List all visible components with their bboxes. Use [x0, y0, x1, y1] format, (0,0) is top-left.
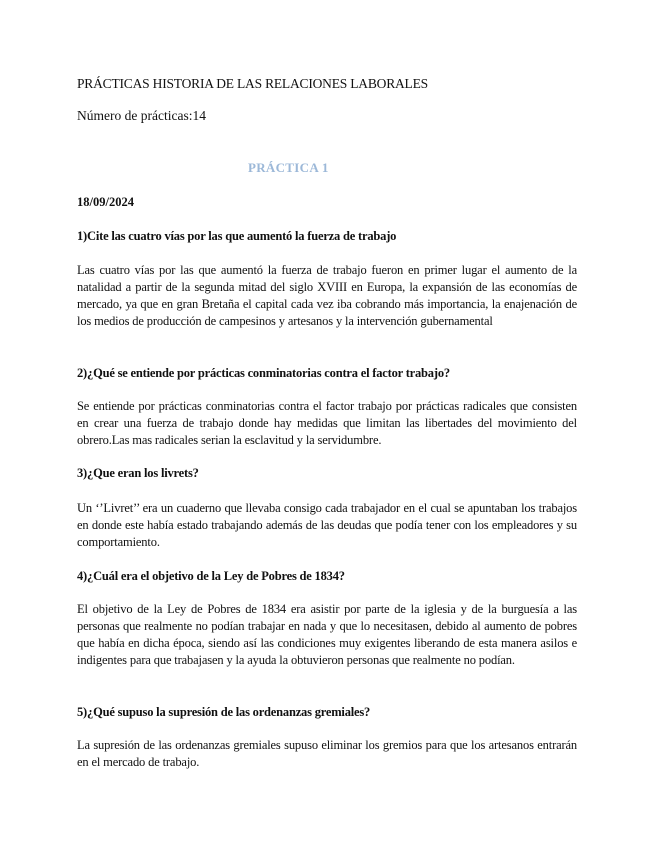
practice-date: 18/09/2024: [77, 195, 134, 209]
practice-count: Número de prácticas:14: [77, 108, 206, 123]
question-5: 5)¿Qué supuso la supresión de las ordenanzas gremiales?: [77, 705, 371, 719]
answer-4: El objetivo de la Ley de Pobres de 1834 era asistir por parte de la iglesia y de la burguesía a las personas que realmente no podían trabajar en nada y que lo necesitasen, debido al aumento de pobres que había en dicha época, siendo así las condiciones muy exigentes liberando de esta manera asilos e indigentes para que trabajasen y la ayuda la obtuvieron personas que realmente no podían.: [77, 602, 577, 667]
question-2: 2)¿Qué se entiende por prácticas conminatorias contra el factor trabajo?: [77, 366, 450, 380]
answer-2: Se entiende por prácticas conminatorias contra el factor trabajo por prácticas radicales que consisten en crear una fuerza de trabajo donde hay medidas que limitan las libertades del movimiento del obrero.Las mas radicales serian la esclavitud y la servidumbre.: [77, 399, 577, 447]
question-3: 3)¿Que eran los livrets?: [77, 466, 199, 480]
question-1: 1)Cite las cuatro vías por las que aumentó la fuerza de trabajo: [77, 229, 397, 243]
answer-3: Un ‘’Livret’’ era un cuaderno que llevaba consigo cada trabajador en el cual se apuntaban los trabajos en donde este había estado trabajando además de las deudas que podía tener con los empleadores y su comportamiento.: [77, 501, 577, 549]
question-4: 4)¿Cuál era el objetivo de la Ley de Pobres de 1834?: [77, 569, 345, 583]
answer-5: La supresión de las ordenanzas gremiales supuso eliminar los gremios para que los artesanos entrarán en el mercado de trabajo.: [77, 738, 577, 769]
practice-heading: PRÁCTICA 1: [248, 160, 329, 175]
answer-1: Las cuatro vías por las que aumentó la fuerza de trabajo fueron en primer lugar el aumento de la natalidad a partir de la segunda mitad del siglo XVIII en Europa, la expansión de las economías de mercado, ya que en gran Bretaña el capital cada vez iba cobrando más importancia, la enajenación de los medios de producción de campesinos y artesanos y la intervención gubernamental: [77, 263, 577, 328]
document-title: PRÁCTICAS HISTORIA DE LAS RELACIONES LABORALES: [77, 76, 428, 91]
